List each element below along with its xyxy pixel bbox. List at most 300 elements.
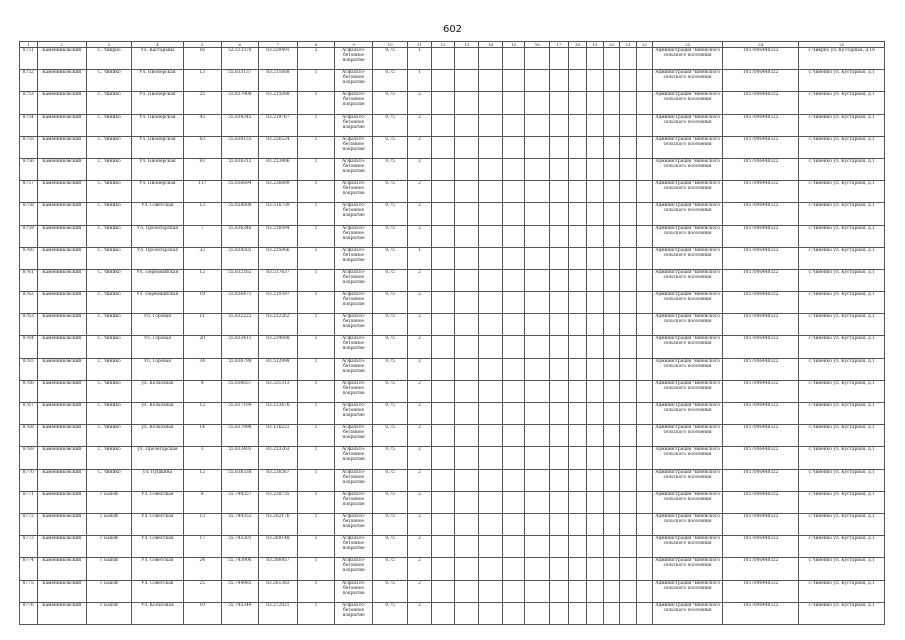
empty-cell (568, 92, 587, 114)
district-cell: Каменниковский (37, 558, 86, 580)
empty-cell (636, 602, 652, 624)
empty-cell (603, 181, 619, 203)
empty-cell (603, 247, 619, 269)
count-cell: 2 (408, 558, 432, 580)
empty-cell (502, 269, 525, 291)
area-cell: 0.75 (373, 358, 408, 380)
settlement-cell: С. Чинико (86, 425, 131, 447)
column-number: 22 (636, 42, 652, 48)
settlement-cell: С. Чинико (86, 336, 131, 358)
district-cell: Каменниковский (37, 447, 86, 469)
column-number: 3 (86, 42, 131, 48)
empty-cell (502, 158, 525, 180)
row-number: 8755 (20, 136, 38, 158)
settlement-cell: с Бакой (86, 536, 131, 558)
empty-cell (603, 425, 619, 447)
empty-cell (620, 425, 636, 447)
settlement-cell: С. Чинико (86, 247, 131, 269)
count-cell: 2 (408, 336, 432, 358)
street-cell: ул. Колхозная (132, 403, 183, 425)
empty-cell (431, 425, 455, 447)
empty-cell (587, 513, 603, 535)
empty-cell (479, 92, 503, 114)
column-8-cell: 1 (297, 269, 334, 291)
latitude-cell: 55.834502 (221, 247, 258, 269)
latitude-cell: 55.839245 (221, 114, 258, 136)
row-number: 8766 (20, 380, 38, 402)
empty-cell (550, 558, 569, 580)
empty-cell (620, 158, 636, 180)
empty-cell (587, 225, 603, 247)
empty-cell (431, 181, 455, 203)
empty-cell (636, 269, 652, 291)
house-cell: 4 (183, 380, 221, 402)
empty-cell (620, 358, 636, 380)
ogrn-cell: 1057006448322 (723, 48, 799, 70)
column-number: 10 (373, 42, 408, 48)
address-cell: с.Чиненко ул. Кустарная, д.1 (799, 469, 885, 491)
organization-cell: Администрация Чиненского сельского поселения (653, 292, 723, 314)
count-cell: 2 (408, 447, 432, 469)
surface-cell: Асфальто-бетонное покрытие (335, 425, 373, 447)
empty-cell (568, 70, 587, 92)
ogrn-cell: 1057006448322 (723, 580, 799, 602)
empty-cell (455, 491, 479, 513)
longitude-cell: 83.531313 (258, 380, 297, 402)
area-cell: 0.75 (373, 403, 408, 425)
empty-cell (525, 403, 550, 425)
longitude-cell: 83.266457 (258, 558, 297, 580)
longitude-cell: 83.516739 (258, 203, 297, 225)
organization-cell: Администрация Чиненского сельского поселения (653, 602, 723, 624)
empty-cell (502, 558, 525, 580)
empty-cell (455, 70, 479, 92)
empty-cell (550, 513, 569, 535)
surface-cell: Асфальто-бетонное покрытие (335, 336, 373, 358)
street-cell: Ул. Советская (132, 491, 183, 513)
table-row (20, 602, 885, 624)
empty-cell (525, 425, 550, 447)
longitude-cell: 83.216094 (258, 225, 297, 247)
column-8-cell: 1 (297, 602, 334, 624)
district-cell: Каменниковский (37, 580, 86, 602)
empty-cell (603, 447, 619, 469)
empty-cell (587, 70, 603, 92)
column-8-cell: 1 (297, 536, 334, 558)
empty-cell (479, 513, 503, 535)
empty-cell (455, 314, 479, 336)
street-cell: Ул. Пионерская (132, 70, 183, 92)
empty-cell (620, 558, 636, 580)
latitude-cell: 55.743906 (221, 558, 258, 580)
count-cell: 2 (408, 469, 432, 491)
empty-cell (603, 70, 619, 92)
area-cell: 0.75 (373, 380, 408, 402)
district-cell: Каменниковский (37, 114, 86, 136)
organization-cell: Администрация Чиненского сельского поселения (653, 247, 723, 269)
column-number: 21 (620, 42, 636, 48)
address-cell: с.Чиненко ул. Кустарная, д.1 (799, 136, 885, 158)
latitude-cell: 55.833137 (221, 70, 258, 92)
district-cell: Каменниковский (37, 358, 86, 380)
surface-cell: Асфальто-бетонное покрытие (335, 92, 373, 114)
area-cell: 0.75 (373, 336, 408, 358)
column-8-cell: 2 (297, 48, 334, 70)
empty-cell (603, 513, 619, 535)
longitude-cell: 83.226524 (258, 136, 297, 158)
empty-cell (502, 247, 525, 269)
empty-cell (636, 469, 652, 491)
empty-cell (455, 336, 479, 358)
empty-cell (455, 558, 479, 580)
surface-cell: Асфальто-бетонное покрытие (335, 469, 373, 491)
empty-cell (479, 403, 503, 425)
address-cell: с.Чиненко ул. Кустарная, д.1 (799, 403, 885, 425)
empty-cell (550, 114, 569, 136)
longitude-cell: 83.223406 (258, 158, 297, 180)
empty-cell (587, 247, 603, 269)
house-cell: 20 (183, 336, 221, 358)
house-cell: 13 (183, 513, 221, 535)
empty-cell (603, 580, 619, 602)
house-cell: 7 (183, 225, 221, 247)
area-cell: 0.75 (373, 580, 408, 602)
house-cell: 63 (183, 136, 221, 158)
empty-cell (431, 536, 455, 558)
empty-cell (568, 158, 587, 180)
empty-cell (587, 380, 603, 402)
empty-cell (603, 158, 619, 180)
empty-cell (568, 425, 587, 447)
empty-cell (455, 203, 479, 225)
latitude-cell: 55.837908 (221, 92, 258, 114)
row-number: 8752 (20, 70, 38, 92)
house-cell: 14 (183, 425, 221, 447)
empty-cell (431, 70, 455, 92)
empty-cell (502, 136, 525, 158)
column-number: 24 (723, 42, 799, 48)
empty-cell (620, 536, 636, 558)
area-cell: 0.75 (373, 247, 408, 269)
house-cell: 25 (183, 92, 221, 114)
empty-cell (568, 469, 587, 491)
district-cell: Каменниковский (37, 380, 86, 402)
empty-cell (568, 203, 587, 225)
empty-cell (479, 114, 503, 136)
empty-cell (620, 403, 636, 425)
district-cell: Каменниковский (37, 70, 86, 92)
column-8-cell: 1 (297, 380, 334, 402)
surface-cell: Асфальто-бетонное покрытие (335, 513, 373, 535)
empty-cell (620, 181, 636, 203)
count-cell: 2 (408, 136, 432, 158)
address-cell: с.Чиненко ул. Кустарная, д.1 (799, 158, 885, 180)
organization-cell: Администрация Чиненского сельского поселения (653, 136, 723, 158)
area-cell: 0.75 (373, 158, 408, 180)
count-cell: 2 (408, 225, 432, 247)
column-number: 25 (799, 42, 885, 48)
empty-cell (525, 358, 550, 380)
organization-cell: Администрация Чиненского сельского поселения (653, 447, 723, 469)
area-cell: 0.75 (373, 70, 408, 92)
count-cell: 2 (408, 92, 432, 114)
empty-cell (479, 491, 503, 513)
empty-cell (620, 469, 636, 491)
empty-cell (550, 247, 569, 269)
house-cell: 32 (183, 247, 221, 269)
settlement-cell: С. Чинико (86, 469, 131, 491)
table-row (20, 181, 885, 203)
street-cell: ул. Колхозная (132, 425, 183, 447)
house-cell: 25 (183, 580, 221, 602)
empty-cell (550, 269, 569, 291)
table-row (20, 203, 885, 225)
row-number: 8771 (20, 491, 38, 513)
empty-cell (568, 447, 587, 469)
column-number: 1 (20, 42, 38, 48)
count-cell: 2 (408, 314, 432, 336)
table-row (20, 247, 885, 269)
empty-cell (455, 292, 479, 314)
empty-cell (479, 70, 503, 92)
longitude-cell: 83.262176 (258, 513, 297, 535)
empty-cell (587, 48, 603, 70)
empty-cell (525, 536, 550, 558)
empty-cell (620, 292, 636, 314)
organization-cell: Администрация Чиненского сельского поселения (653, 225, 723, 247)
settlement-cell: с Бакой (86, 580, 131, 602)
empty-cell (636, 70, 652, 92)
column-number: 4 (132, 42, 183, 48)
empty-cell (479, 380, 503, 402)
column-number: 12 (431, 42, 455, 48)
surface-cell: Асфальто-бетонное покрытие (335, 203, 373, 225)
empty-cell (431, 513, 455, 535)
empty-cell (455, 181, 479, 203)
surface-cell: Асфальто-бетонное покрытие (335, 403, 373, 425)
street-cell: Ул. Пионерская (132, 114, 183, 136)
empty-cell (525, 92, 550, 114)
ogrn-cell: 1057006448322 (723, 292, 799, 314)
address-cell: с.Чиненко ул. Кустарная, д.1 (799, 269, 885, 291)
empty-cell (568, 558, 587, 580)
row-number: 8758 (20, 203, 38, 225)
empty-cell (587, 336, 603, 358)
surface-cell: Асфальто-бетонное покрытие (335, 358, 373, 380)
organization-cell: Администрация Чиненского сельского поселения (653, 513, 723, 535)
street-cell: Ул. Пролетарская (132, 225, 183, 247)
empty-cell (587, 403, 603, 425)
empty-cell (455, 425, 479, 447)
column-number: 13 (455, 42, 479, 48)
empty-cell (568, 292, 587, 314)
row-number: 8759 (20, 225, 38, 247)
column-8-cell: 1 (297, 292, 334, 314)
latitude-cell: 55.836471 (221, 292, 258, 314)
surface-cell: Асфальто-бетонное покрытие (335, 491, 373, 513)
empty-cell (431, 225, 455, 247)
organization-cell: Администрация Чиненского сельского поселения (653, 314, 723, 336)
latitude-cell: 55.832162 (221, 269, 258, 291)
house-cell: 13 (183, 203, 221, 225)
column-8-cell: 1 (297, 513, 334, 535)
area-cell: 0.75 (373, 536, 408, 558)
latitude-cell: 55.744985 (221, 580, 258, 602)
empty-cell (525, 158, 550, 180)
count-cell: 2 (408, 580, 432, 602)
street-cell: Ул. Горовая (132, 358, 183, 380)
empty-cell (587, 358, 603, 380)
empty-cell (587, 181, 603, 203)
empty-cell (620, 203, 636, 225)
column-number: 9 (335, 42, 373, 48)
longitude-cell: 83.238735 (258, 491, 297, 513)
empty-cell (550, 425, 569, 447)
empty-cell (550, 136, 569, 158)
area-cell: 0.75 (373, 181, 408, 203)
row-number: 8757 (20, 181, 38, 203)
district-cell: Каменниковский (37, 403, 86, 425)
longitude-cell: 83.210397 (258, 292, 297, 314)
empty-cell (603, 358, 619, 380)
area-cell: 0.75 (373, 314, 408, 336)
empty-cell (479, 48, 503, 70)
empty-cell (502, 181, 525, 203)
column-number: 2 (37, 42, 86, 48)
empty-cell (636, 48, 652, 70)
empty-cell (431, 602, 455, 624)
street-cell: Ул. Пролетарская (132, 247, 183, 269)
empty-cell (479, 136, 503, 158)
empty-cell (455, 469, 479, 491)
empty-cell (620, 513, 636, 535)
empty-cell (431, 580, 455, 602)
count-cell: 2 (408, 425, 432, 447)
row-number: 8776 (20, 602, 38, 624)
area-cell: 0.75 (373, 513, 408, 535)
street-cell: Ул. Пионерская (132, 158, 183, 180)
empty-cell (636, 247, 652, 269)
house-cell: 19 (183, 292, 221, 314)
surface-cell: Асфальто-бетонное покрытие (335, 48, 373, 70)
empty-cell (636, 358, 652, 380)
row-number: 8756 (20, 158, 38, 180)
empty-cell (525, 247, 550, 269)
empty-cell (525, 336, 550, 358)
empty-cell (455, 447, 479, 469)
empty-cell (502, 403, 525, 425)
latitude-cell: 55.836657 (221, 380, 258, 402)
street-cell: Ул. Колхозная (132, 602, 183, 624)
surface-cell: Асфальто-бетонное покрытие (335, 558, 373, 580)
empty-cell (568, 491, 587, 513)
settlement-cell: С. Чинико (86, 447, 131, 469)
empty-cell (568, 403, 587, 425)
table-row (20, 491, 885, 513)
empty-cell (603, 314, 619, 336)
table-row (20, 48, 885, 70)
empty-cell (431, 358, 455, 380)
empty-cell (525, 580, 550, 602)
empty-cell (525, 513, 550, 535)
row-number: 8753 (20, 92, 38, 114)
empty-cell (636, 225, 652, 247)
column-number: 19 (587, 42, 603, 48)
empty-cell (587, 602, 603, 624)
empty-cell (568, 358, 587, 380)
empty-cell (455, 158, 479, 180)
table-row (20, 70, 885, 92)
empty-cell (502, 70, 525, 92)
empty-cell (550, 225, 569, 247)
table-row (20, 513, 885, 535)
longitude-cell: 83.234088 (258, 336, 297, 358)
organization-cell: Администрация Чиненского сельского поселения (653, 358, 723, 380)
longitude-cell: 83.233263 (258, 447, 297, 469)
empty-cell (431, 469, 455, 491)
column-number: 20 (603, 42, 619, 48)
column-number: 18 (568, 42, 587, 48)
empty-cell (636, 336, 652, 358)
empty-cell (431, 491, 455, 513)
empty-cell (587, 114, 603, 136)
column-8-cell: 1 (297, 558, 334, 580)
empty-cell (620, 491, 636, 513)
organization-cell: Администрация Чиненского сельского поселения (653, 48, 723, 70)
empty-cell (502, 336, 525, 358)
longitude-cell: 83.236567 (258, 469, 297, 491)
surface-cell: Асфальто-бетонное покрытие (335, 536, 373, 558)
longitude-cell: 83.236609 (258, 181, 297, 203)
count-cell: 2 (408, 203, 432, 225)
table-row (20, 92, 885, 114)
address-cell: с.Чиненко ул. Кустарная, д.1 (799, 292, 885, 314)
empty-cell (502, 380, 525, 402)
empty-cell (525, 48, 550, 70)
surface-cell: Асфальто-бетонное покрытие (335, 580, 373, 602)
empty-cell (603, 602, 619, 624)
street-cell: Ул. Горовая (132, 314, 183, 336)
latitude-cell: 55.832222 (221, 314, 258, 336)
row-number: 8763 (20, 314, 38, 336)
empty-cell (550, 70, 569, 92)
house-cell: 43 (183, 114, 221, 136)
ogrn-cell: 1057006448322 (723, 447, 799, 469)
empty-cell (603, 292, 619, 314)
column-8-cell: 1 (297, 203, 334, 225)
settlement-cell: С. Чинико (86, 70, 131, 92)
empty-cell (550, 314, 569, 336)
ogrn-cell: 1057006448322 (723, 114, 799, 136)
latitude-cell: 55.744352 (221, 513, 258, 535)
empty-cell (431, 92, 455, 114)
empty-cell (502, 292, 525, 314)
house-cell: 10 (183, 602, 221, 624)
empty-cell (502, 92, 525, 114)
empty-cell (587, 558, 603, 580)
empty-cell (636, 580, 652, 602)
table-row (20, 136, 885, 158)
surface-cell: Асфальто-бетонное покрытие (335, 602, 373, 624)
empty-cell (568, 114, 587, 136)
longitude-cell: 83.126221 (258, 425, 297, 447)
house-cell: 17 (183, 536, 221, 558)
empty-cell (525, 114, 550, 136)
settlement-cell: С. Чинико (86, 358, 131, 380)
ogrn-cell: 1057006448322 (723, 247, 799, 269)
column-8-cell: 1 (297, 158, 334, 180)
longitude-cell: 83.272021 (258, 602, 297, 624)
